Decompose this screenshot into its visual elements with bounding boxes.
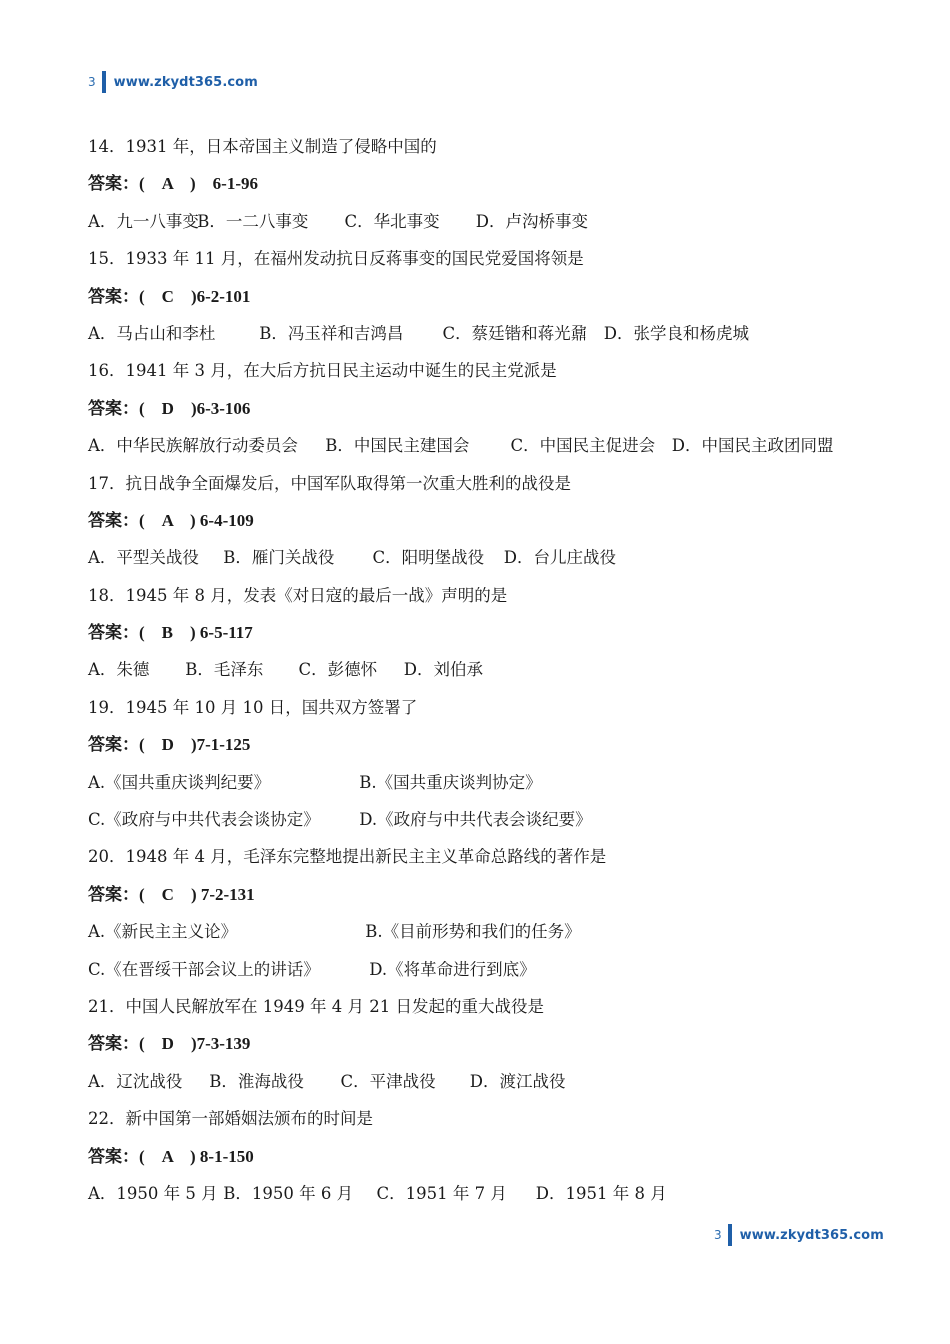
footer-site-link[interactable]: www.zkydt365.com bbox=[739, 1227, 884, 1243]
option-a: A．九一八事变 bbox=[88, 211, 199, 231]
answer-22: 答案：( A ) 8-1-150 bbox=[88, 1146, 254, 1166]
option-d: D．刘伯承 bbox=[403, 660, 483, 680]
header-divider bbox=[102, 71, 106, 93]
option-d: D．渡江战役 bbox=[469, 1071, 566, 1091]
options-16 bbox=[88, 427, 888, 464]
option-b: B.《国共重庆谈判协定》 bbox=[359, 772, 542, 792]
question-20: 20．1948 年 4 月，毛泽东完整地提出新民主主义革命总路线的著作是 bbox=[88, 847, 607, 867]
answer-20: 答案：( C ) 7-2-131 bbox=[88, 884, 255, 904]
option-b: B．雁门关战役 bbox=[223, 548, 335, 568]
options-22 bbox=[88, 1175, 888, 1212]
option-b: B．毛泽东 bbox=[185, 660, 264, 680]
option-c: C．阳明堡战役 bbox=[372, 548, 485, 568]
question-22: 22．新中国第一部婚姻法颁布的时间是 bbox=[88, 1109, 373, 1129]
options-15 bbox=[88, 315, 888, 352]
option-d: D．中国民主政团同盟 bbox=[671, 436, 834, 456]
option-a: A．中华民族解放行动委员会 bbox=[88, 436, 298, 456]
option-a: A．1950 年 5 月 bbox=[88, 1183, 218, 1203]
option-d: D.《政府与中共代表会谈纪要》 bbox=[359, 810, 592, 830]
option-c: C．平津战役 bbox=[340, 1071, 436, 1091]
option-a: A．辽沈战役 bbox=[88, 1071, 183, 1091]
option-c: C．华北事变 bbox=[344, 211, 440, 231]
options-17 bbox=[88, 539, 888, 576]
question-17: 17．抗日战争全面爆发后，中国军队取得第一次重大胜利的战役是 bbox=[88, 473, 571, 493]
option-c: C.《政府与中共代表会谈协定》 bbox=[88, 810, 320, 830]
options-21 bbox=[88, 1063, 888, 1100]
option-b: B.《目前形势和我们的任务》 bbox=[365, 922, 581, 942]
option-c: C．中国民主促进会 bbox=[510, 436, 656, 456]
option-c: C．蔡廷锴和蒋光鼐 bbox=[442, 323, 588, 343]
option-a: A.《国共重庆谈判纪要》 bbox=[88, 772, 271, 792]
option-a: A．朱德 bbox=[88, 660, 150, 680]
answer-19: 答案：( D )7-1-125 bbox=[88, 735, 251, 755]
answer-18: 答案：( B ) 6-5-117 bbox=[88, 623, 253, 643]
option-a: A．平型关战役 bbox=[88, 548, 199, 568]
question-list bbox=[88, 128, 888, 1212]
question-16: 16．1941 年 3 月，在大后方抗日民主运动中诞生的民主党派是 bbox=[88, 361, 557, 381]
options-19-row-2 bbox=[88, 801, 888, 838]
option-d: D．1951 年 8 月 bbox=[535, 1183, 667, 1203]
page-footer bbox=[714, 1224, 884, 1246]
option-d: D．台儿庄战役 bbox=[503, 548, 616, 568]
footer-page-number: 3 bbox=[714, 1228, 722, 1242]
option-c: C.《在晋绥干部会议上的讲话》 bbox=[88, 959, 320, 979]
footer-divider bbox=[728, 1224, 732, 1246]
option-b: B．淮海战役 bbox=[209, 1071, 304, 1091]
question-18: 18．1945 年 8 月，发表《对日寇的最后一战》声明的是 bbox=[88, 585, 508, 605]
options-20-row-2 bbox=[88, 951, 888, 988]
option-b: B．冯玉祥和吉鸿昌 bbox=[259, 323, 404, 343]
option-c: C．彭德怀 bbox=[298, 660, 378, 680]
question-15: 15．1933 年 11 月，在福州发动抗日反蒋事变的国民党爱国将领是 bbox=[88, 249, 584, 269]
option-a: A．马占山和李杜 bbox=[88, 323, 216, 343]
answer-14: 答案：( A ) 6-1-96 bbox=[88, 174, 258, 194]
option-b: B．一二八事变 bbox=[197, 211, 309, 231]
options-18 bbox=[88, 651, 888, 688]
answer-15: 答案：( C )6-2-101 bbox=[88, 286, 251, 306]
option-b: B．1950 年 6 月 bbox=[223, 1183, 354, 1203]
answer-16: 答案：( D )6-3-106 bbox=[88, 398, 251, 418]
options-20-row-1 bbox=[88, 913, 888, 950]
answer-17: 答案：( A ) 6-4-109 bbox=[88, 510, 254, 530]
option-d: D．卢沟桥事变 bbox=[475, 211, 588, 231]
option-d: D.《将革命进行到底》 bbox=[369, 959, 536, 979]
answer-21: 答案：( D )7-3-139 bbox=[88, 1034, 251, 1054]
question-19: 19．1945 年 10 月 10 日，国共双方签署了 bbox=[88, 697, 418, 717]
question-14: 14．1931 年，日本帝国主义制造了侵略中国的 bbox=[88, 137, 437, 156]
options-14 bbox=[88, 203, 888, 240]
header-page-number: 3 bbox=[88, 75, 96, 89]
question-21: 21．中国人民解放军在 1949 年 4 月 21 日发起的重大战役是 bbox=[88, 996, 544, 1016]
option-d: D．张学良和杨虎城 bbox=[603, 323, 749, 343]
option-b: B．中国民主建国会 bbox=[325, 436, 470, 456]
option-a: A.《新民主主义论》 bbox=[88, 922, 238, 942]
page-header bbox=[88, 71, 258, 93]
options-19-row-1 bbox=[88, 764, 888, 801]
option-c: C．1951 年 7 月 bbox=[376, 1183, 507, 1203]
header-site-link[interactable]: www.zkydt365.com bbox=[113, 74, 258, 90]
